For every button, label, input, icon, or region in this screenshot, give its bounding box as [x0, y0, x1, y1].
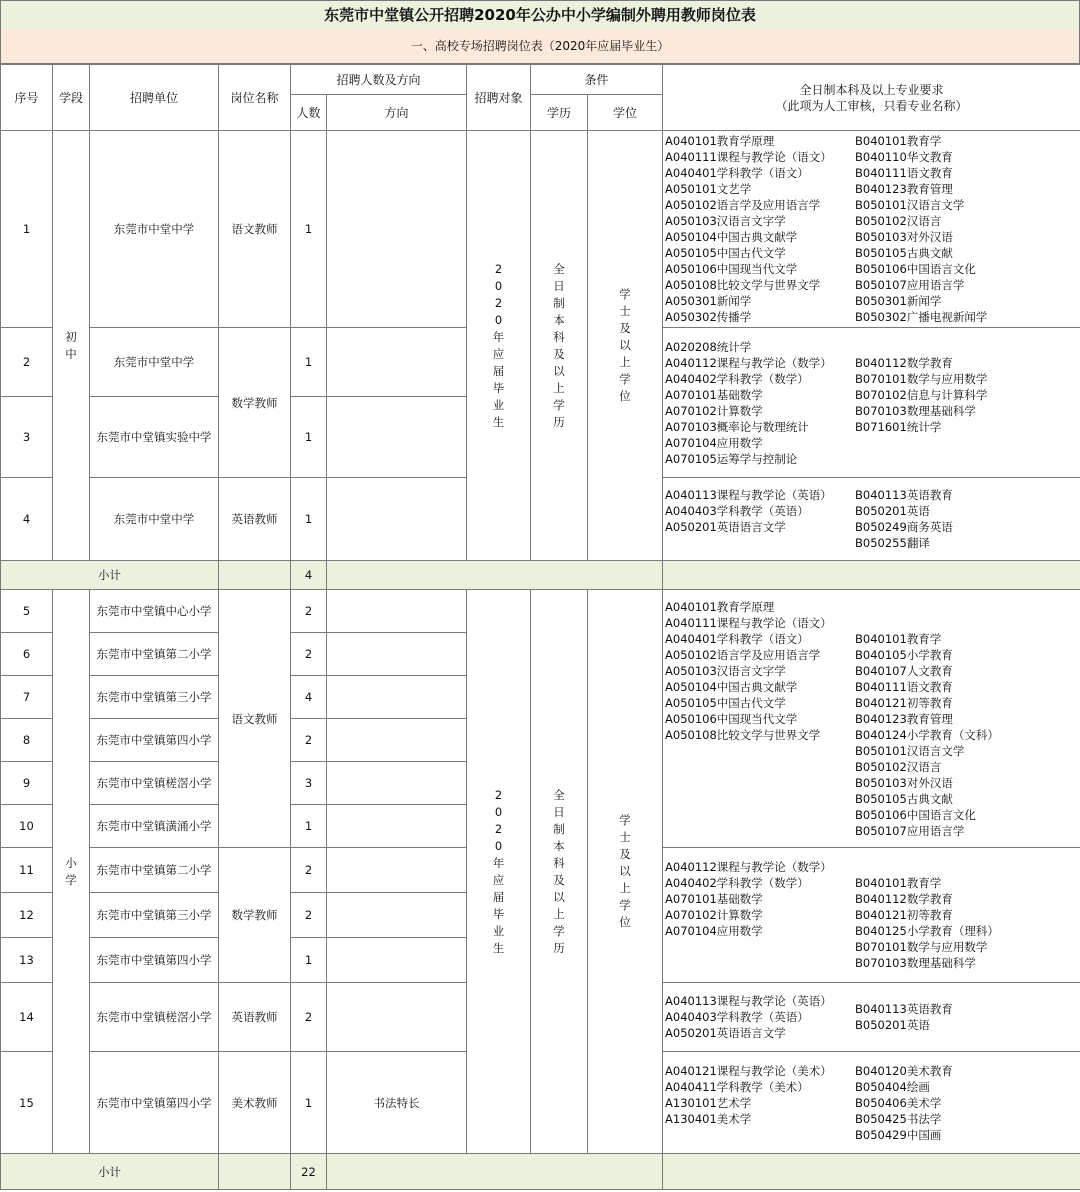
major-item: A040101教育学原理 [665, 134, 775, 148]
major-item: A050201英语语言文学 [665, 1026, 786, 1040]
row-unit: 东莞市中堂中学 [90, 478, 219, 561]
major-column-b [855, 1001, 1075, 1041]
major-item: A070101基础数学 [665, 387, 763, 402]
major-column-b [855, 631, 1075, 839]
major-column-a [665, 859, 855, 971]
major-item: A040112课程与教学论（数学） [665, 355, 832, 370]
table-row [1, 131, 1080, 328]
row-count: 2 [291, 893, 327, 938]
row-direction [327, 478, 467, 561]
major-item: A070105运筹学与控制论 [665, 451, 798, 466]
major-item: B050201英语 [855, 504, 930, 518]
major-item: B040123教育管理 [855, 182, 953, 196]
subtotal-count: 22 [291, 1154, 327, 1190]
major-item: A040401学科教学（语文） [665, 166, 809, 180]
row-unit: 东莞市中堂镇第二小学 [90, 633, 219, 676]
row-seq: 14 [1, 983, 53, 1052]
header-count-direction: 招聘人数及方向 [291, 65, 467, 95]
row-unit: 东莞市中堂镇第四小学 [90, 1052, 219, 1154]
major-item: A050201英语语言文学 [665, 520, 786, 534]
row-unit: 东莞市中堂镇中心小学 [90, 590, 219, 633]
row-unit: 东莞市中堂镇槎滘小学 [90, 762, 219, 805]
major-item: B050107应用语言学 [855, 278, 965, 292]
row-count: 1 [291, 805, 327, 848]
major-column-a [665, 487, 855, 551]
row-seq: 5 [1, 590, 53, 633]
major-item: B050103对外汉语 [855, 230, 953, 244]
row-seq: 3 [1, 397, 53, 478]
major-item: A050103汉语言文字学 [665, 214, 786, 228]
header-conditions: 条件 [531, 65, 663, 95]
majors-primary-chinese [663, 590, 1080, 848]
row-seq: 1 [1, 131, 53, 328]
major-column-b [855, 355, 1075, 467]
major-item: B040111语文教育 [855, 166, 953, 180]
header-education: 学历 [531, 95, 588, 131]
major-item: B040101教育学 [855, 876, 942, 890]
row-count: 1 [291, 328, 327, 397]
major-item: A070103概率论与数理统计 [665, 419, 809, 434]
row-seq: 15 [1, 1052, 53, 1154]
row-seq: 12 [1, 893, 53, 938]
header-major-line1: 全日制本科及以上专业要求 [799, 82, 944, 97]
header-count: 人数 [291, 95, 327, 131]
target-junior: 2020年应届毕业生 [467, 131, 531, 561]
major-item: A040411学科教学（美术） [665, 1079, 809, 1094]
row-seq: 2 [1, 328, 53, 397]
major-item: B050106中国语言文化 [855, 807, 976, 822]
major-item: B040120美术教育 [855, 1063, 953, 1078]
major-item: B040107人文教育 [855, 663, 953, 678]
row-unit: 东莞市中堂镇第四小学 [90, 719, 219, 762]
row-seq: 7 [1, 676, 53, 719]
major-item: B040113英语教育 [855, 1002, 953, 1016]
major-item: B040112数学教育 [855, 892, 953, 906]
major-item: B040113英语教育 [855, 488, 953, 502]
row-unit: 东莞市中堂镇第三小学 [90, 893, 219, 938]
major-item: A040111课程与教学论（语文） [665, 150, 832, 164]
major-item: B070101数学与应用数学 [855, 940, 988, 954]
row-unit: 东莞市中堂镇实验中学 [90, 397, 219, 478]
major-item: B050406美术学 [855, 1095, 942, 1110]
major-item: B050107应用语言学 [855, 823, 965, 838]
major-item: A130101艺术学 [665, 1095, 752, 1110]
recruitment-table [0, 64, 1080, 1190]
major-item: B050101汉语言文学 [855, 198, 965, 212]
majors-primary-english [663, 983, 1080, 1052]
row-seq: 11 [1, 848, 53, 893]
major-item: A040403学科教学（英语） [665, 504, 809, 518]
row-direction [327, 983, 467, 1052]
target-primary: 2020年应届毕业生 [467, 590, 531, 1154]
row-direction [327, 848, 467, 893]
row-unit: 东莞市中堂镇槎滘小学 [90, 983, 219, 1052]
row-unit: 东莞市中堂镇第二小学 [90, 848, 219, 893]
row-count: 3 [291, 762, 327, 805]
major-item: B050425书法学 [855, 1111, 942, 1126]
row-direction [327, 805, 467, 848]
major-item: B070101数学与应用数学 [855, 371, 988, 386]
row-position: 美术教师 [219, 1052, 291, 1154]
major-item: B050249商务英语 [855, 520, 953, 534]
major-item: A050302传播学 [665, 310, 752, 324]
header-unit: 招聘单位 [90, 65, 219, 131]
major-item: A050108比较文学与世界文学 [665, 727, 821, 742]
major-column-a [665, 599, 855, 839]
major-item: B040124小学教育（文科） [855, 727, 999, 742]
row-direction [327, 893, 467, 938]
row-position: 语文教师 [219, 590, 291, 848]
major-column-a [665, 1063, 855, 1143]
row-count: 2 [291, 633, 327, 676]
subtotal-label: 小计 [1, 561, 219, 590]
major-item: A050104中国古典文献学 [665, 679, 798, 694]
stage-primary: 小学 [53, 590, 90, 1154]
header-direction: 方向 [327, 95, 467, 131]
row-direction [327, 676, 467, 719]
row-count: 2 [291, 848, 327, 893]
major-item: B040125小学教育（理科） [855, 924, 999, 938]
major-item: A050101文艺学 [665, 182, 752, 196]
major-item: A040111课程与教学论（语文） [665, 615, 832, 630]
row-seq: 10 [1, 805, 53, 848]
row-count: 4 [291, 676, 327, 719]
major-item: B040112数学教育 [855, 355, 953, 370]
row-direction [327, 938, 467, 983]
row-seq: 6 [1, 633, 53, 676]
row-seq: 4 [1, 478, 53, 561]
major-item: A070104应用数学 [665, 924, 763, 938]
row-direction [327, 719, 467, 762]
major-column-b [855, 133, 1075, 325]
degree-primary: 学士及以上学位 [588, 590, 663, 1154]
row-direction [327, 131, 467, 328]
header-position: 岗位名称 [219, 65, 291, 131]
major-item: A040402学科教学（数学） [665, 876, 809, 890]
row-count: 2 [291, 983, 327, 1052]
row-count: 1 [291, 938, 327, 983]
row-count: 2 [291, 719, 327, 762]
header-target: 招聘对象 [467, 65, 531, 131]
major-item: B050101汉语言文学 [855, 743, 965, 758]
row-position: 语文教师 [219, 131, 291, 328]
row-position: 英语教师 [219, 478, 291, 561]
major-item: A070102计算数学 [665, 908, 763, 922]
row-count: 1 [291, 478, 327, 561]
major-item: A020208统计学 [665, 339, 752, 354]
major-column-a [665, 993, 855, 1041]
table-row [1, 590, 1080, 633]
major-item: B040110华文教育 [855, 150, 953, 164]
row-direction [327, 762, 467, 805]
table-title: 东莞市中堂镇公开招聘2020年公办中小学编制外聘用教师岗位表 [0, 0, 1080, 30]
major-item: A050104中国古典文献学 [665, 230, 798, 244]
row-count: 1 [291, 1052, 327, 1154]
major-column-b [855, 1063, 1075, 1143]
major-item: A050106中国现当代文学 [665, 262, 798, 276]
major-item: A040402学科教学（数学） [665, 371, 809, 386]
major-item: A040112课程与教学论（数学） [665, 860, 832, 874]
major-item: B050106中国语言文化 [855, 262, 976, 276]
major-item: B050201英语 [855, 1018, 930, 1032]
major-item: B040111语文教育 [855, 679, 953, 694]
major-item: A070102计算数学 [665, 403, 763, 418]
major-item: B040121初等教育 [855, 695, 953, 710]
major-item: A050102语言学及应用语言学 [665, 198, 821, 212]
majors-primary-art [663, 1052, 1080, 1154]
major-item: A130401美术学 [665, 1111, 752, 1126]
majors-junior-chinese [663, 131, 1080, 328]
major-item: B040101教育学 [855, 134, 942, 148]
education-primary: 全日制本科及以上学历 [531, 590, 588, 1154]
majors-junior-english [663, 478, 1080, 561]
major-item: A050301新闻学 [665, 294, 752, 308]
major-item: B050301新闻学 [855, 294, 942, 308]
major-item: A050105中国古代文学 [665, 246, 786, 260]
majors-primary-math [663, 848, 1080, 983]
major-item: A040101教育学原理 [665, 599, 775, 614]
major-column-a [665, 339, 855, 467]
header-major-line2: （此项为人工审核，只看专业名称） [775, 98, 968, 113]
education-junior: 全日制本科及以上学历 [531, 131, 588, 561]
header-seq: 序号 [1, 65, 53, 131]
row-unit: 东莞市中堂镇第四小学 [90, 938, 219, 983]
major-item: A040113课程与教学论（英语） [665, 994, 832, 1008]
major-item: B070103数理基础科学 [855, 956, 976, 970]
row-position: 英语教师 [219, 983, 291, 1052]
major-item: A040403学科教学（英语） [665, 1010, 809, 1024]
major-item: A050103汉语言文字学 [665, 663, 786, 678]
row-unit: 东莞市中堂中学 [90, 131, 219, 328]
row-unit: 东莞市中堂镇第三小学 [90, 676, 219, 719]
row-position: 数学教师 [219, 328, 291, 478]
subtotal-label: 小计 [1, 1154, 219, 1190]
major-item: B050429中国画 [855, 1127, 942, 1142]
header-major-requirements [663, 65, 1080, 131]
major-item: B040101教育学 [855, 631, 942, 646]
row-seq: 9 [1, 762, 53, 805]
major-item: B050105古典文献 [855, 246, 953, 260]
major-item: B070103数理基础科学 [855, 403, 976, 418]
major-item: B050255翻译 [855, 536, 930, 550]
major-item: B050102汉语言 [855, 214, 942, 228]
row-direction [327, 328, 467, 397]
stage-junior: 初中 [53, 131, 90, 561]
major-item: B040121初等教育 [855, 908, 953, 922]
row-direction: 书法特长 [327, 1052, 467, 1154]
major-column-b [855, 875, 1075, 971]
major-item: B050404绘画 [855, 1079, 930, 1094]
row-direction [327, 397, 467, 478]
major-item: A050106中国现当代文学 [665, 711, 798, 726]
row-unit: 东莞市中堂镇潢涌小学 [90, 805, 219, 848]
major-item: B040123教育管理 [855, 711, 953, 726]
row-seq: 13 [1, 938, 53, 983]
major-item: B040105小学教育 [855, 647, 953, 662]
subtotal-row-junior [1, 561, 1080, 590]
row-count: 2 [291, 590, 327, 633]
row-count: 1 [291, 131, 327, 328]
major-item: A040121课程与教学论（美术） [665, 1063, 832, 1078]
major-item: A070104应用数学 [665, 435, 763, 450]
row-direction [327, 590, 467, 633]
major-item: B070102信息与计算科学 [855, 387, 988, 402]
major-item: B050105古典文献 [855, 791, 953, 806]
row-unit: 东莞市中堂中学 [90, 328, 219, 397]
major-item: B050102汉语言 [855, 759, 942, 774]
subtotal-row-primary [1, 1154, 1080, 1190]
major-item: B071601统计学 [855, 419, 942, 434]
subtotal-count: 4 [291, 561, 327, 590]
header-stage: 学段 [53, 65, 90, 131]
major-item: A070101基础数学 [665, 892, 763, 906]
major-item: A040401学科教学（语文） [665, 631, 809, 646]
row-position: 数学教师 [219, 848, 291, 983]
major-column-a [665, 133, 855, 325]
degree-junior: 学士及以上学位 [588, 131, 663, 561]
row-seq: 8 [1, 719, 53, 762]
major-item: A050108比较文学与世界文学 [665, 278, 821, 292]
header-degree: 学位 [588, 95, 663, 131]
row-direction [327, 633, 467, 676]
major-item: A050102语言学及应用语言学 [665, 647, 821, 662]
row-count: 1 [291, 397, 327, 478]
major-item: B050103对外汉语 [855, 775, 953, 790]
major-item: A040113课程与教学论（英语） [665, 488, 832, 502]
table-subtitle: 一、高校专场招聘岗位表（2020年应届毕业生） [0, 29, 1080, 64]
major-item: A050105中国古代文学 [665, 695, 786, 710]
major-item: B050302广播电视新闻学 [855, 310, 988, 324]
majors-junior-math [663, 328, 1080, 478]
major-column-b [855, 487, 1075, 551]
